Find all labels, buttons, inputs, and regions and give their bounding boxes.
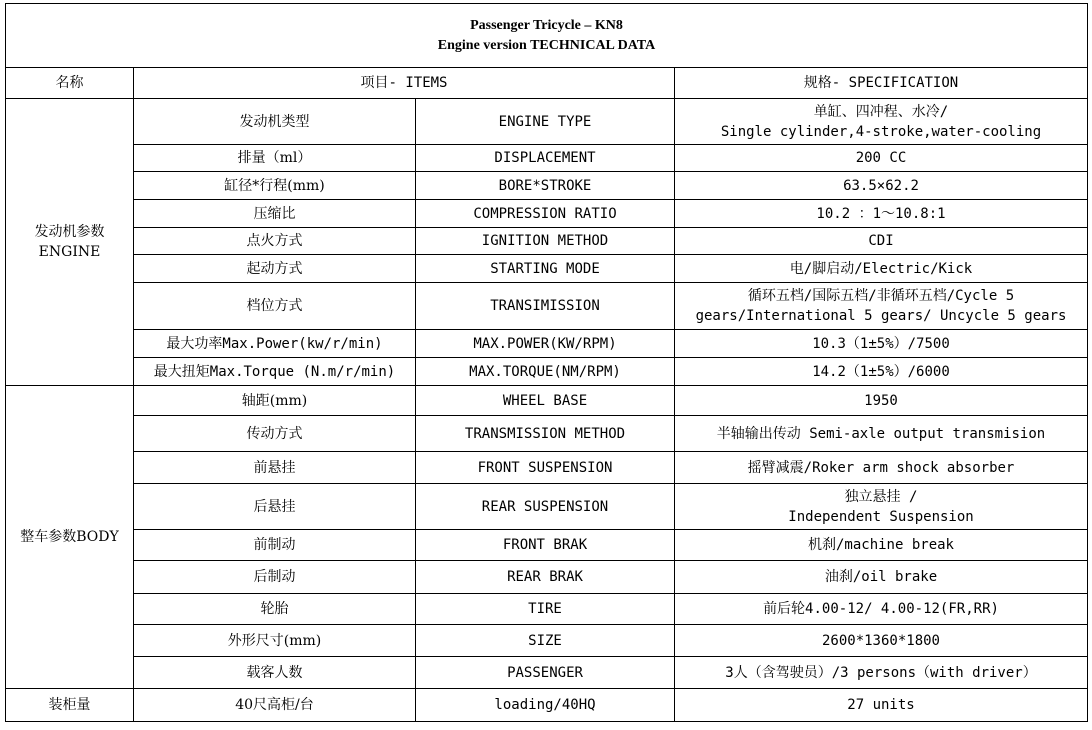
item-cn: 外形尺寸(mm) (134, 625, 416, 657)
header-spec: 规格- SPECIFICATION (675, 68, 1088, 99)
table-row (6, 358, 1088, 386)
item-en: MAX.POWER(KW/RPM) (416, 330, 675, 358)
item-cn: 前制动 (134, 530, 416, 561)
table-row (6, 145, 1088, 172)
section-engine-cn: 发动机参数 (34, 224, 105, 240)
item-spec: 电/脚启动/Electric/Kick (675, 255, 1088, 283)
item-en: TRANSMISSION METHOD (416, 416, 675, 452)
item-en: MAX.TORQUE(NM/RPM) (416, 358, 675, 386)
item-cn: 排量（ml） (134, 145, 416, 172)
item-cn: 载客人数 (134, 657, 416, 689)
item-en: FRONT SUSPENSION (416, 452, 675, 484)
item-spec: 63.5×62.2 (675, 172, 1088, 200)
item-en: REAR BRAK (416, 561, 675, 594)
table-row (6, 625, 1088, 657)
item-cn: 轮胎 (134, 594, 416, 625)
title-line-1: Passenger Tricycle – KN8 (470, 17, 623, 33)
item-cn: 最大扭矩Max.Torque (N.m/r/min) (134, 358, 416, 386)
item-spec: 机刹/machine break (675, 530, 1088, 561)
section-container: 装柜量 (6, 689, 134, 722)
table-row (6, 330, 1088, 358)
spec-line-2: Single cylinder,4-stroke,water-cooling (720, 123, 1042, 140)
item-spec: 27 units (675, 689, 1088, 722)
spec-line-1: 循环五档/国际五档/非循环五档/Cycle 5 (747, 288, 1015, 304)
item-en: PASSENGER (416, 657, 675, 689)
item-cn: 后制动 (134, 561, 416, 594)
item-cn: 档位方式 (134, 283, 416, 330)
spec-line-2: Independent Suspension (788, 508, 974, 525)
item-en: BORE*STROKE (416, 172, 675, 200)
item-cn: 前悬挂 (134, 452, 416, 484)
item-spec: 2600*1360*1800 (675, 625, 1088, 657)
item-cn: 最大功率Max.Power(kw/r/min) (134, 330, 416, 358)
table-row (6, 99, 1088, 145)
table-row (6, 452, 1088, 484)
item-spec: 前后轮4.00-12/ 4.00-12(FR,RR) (675, 594, 1088, 625)
section-body: 整车参数BODY (6, 386, 134, 689)
item-en: loading/40HQ (416, 689, 675, 722)
table-row (6, 484, 1088, 530)
item-cn: 缸径*行程(mm) (134, 172, 416, 200)
item-spec: 油刹/oil brake (675, 561, 1088, 594)
item-spec: 1950 (675, 386, 1088, 416)
table-title (6, 4, 1088, 68)
item-cn: 轴距(mm) (134, 386, 416, 416)
item-cn: 后悬挂 (134, 484, 416, 530)
item-spec (675, 484, 1088, 530)
table-row (6, 200, 1088, 228)
item-en: ENGINE TYPE (416, 99, 675, 145)
item-spec: 3人（含驾驶员）/3 persons（with driver） (675, 657, 1088, 689)
table-row (6, 416, 1088, 452)
table-row (6, 657, 1088, 689)
item-spec (675, 99, 1088, 145)
item-cn: 起动方式 (134, 255, 416, 283)
table-row (6, 228, 1088, 255)
item-en: WHEEL BASE (416, 386, 675, 416)
header-name: 名称 (6, 68, 134, 99)
table-row (6, 689, 1088, 722)
table-row (6, 594, 1088, 625)
item-spec: 14.2（1±5%）/6000 (675, 358, 1088, 386)
item-spec: 摇臂减震/Roker arm shock absorber (675, 452, 1088, 484)
item-cn: 压缩比 (134, 200, 416, 228)
item-en: STARTING MODE (416, 255, 675, 283)
title-line-2: Engine version TECHNICAL DATA (437, 37, 656, 53)
item-spec: 200 CC (675, 145, 1088, 172)
technical-data-table (5, 3, 1088, 722)
header-items: 项目- ITEMS (134, 68, 675, 99)
item-en: IGNITION METHOD (416, 228, 675, 255)
item-en: REAR SUSPENSION (416, 484, 675, 530)
item-spec: 10.3（1±5%）/7500 (675, 330, 1088, 358)
table-row (6, 561, 1088, 594)
item-cn: 发动机类型 (134, 99, 416, 145)
table-row (6, 255, 1088, 283)
item-en: FRONT BRAK (416, 530, 675, 561)
item-spec: CDI (675, 228, 1088, 255)
item-spec: 10.2 ：1～10.8:1 (675, 200, 1088, 228)
item-en: TIRE (416, 594, 675, 625)
spec-line-1: 独立悬挂 / (844, 488, 918, 505)
item-en: TRANSIMISSION (416, 283, 675, 330)
table-row (6, 386, 1088, 416)
header-row (6, 68, 1088, 99)
title-row (6, 4, 1088, 68)
item-en: SIZE (416, 625, 675, 657)
spec-line-2: gears/International 5 gears/ Uncycle 5 gears (695, 308, 1067, 324)
section-engine (6, 99, 134, 386)
table-row (6, 283, 1088, 330)
section-engine-en: ENGINE (38, 244, 101, 260)
item-cn: 传动方式 (134, 416, 416, 452)
table-row (6, 530, 1088, 561)
item-spec: 半轴输出传动 Semi-axle output transmision (675, 416, 1088, 452)
item-spec (675, 283, 1088, 330)
spec-line-1: 单缸、四冲程、水冷/ (813, 103, 949, 120)
table-row (6, 172, 1088, 200)
item-cn: 40尺高柜/台 (134, 689, 416, 722)
item-cn: 点火方式 (134, 228, 416, 255)
item-en: COMPRESSION RATIO (416, 200, 675, 228)
item-en: DISPLACEMENT (416, 145, 675, 172)
